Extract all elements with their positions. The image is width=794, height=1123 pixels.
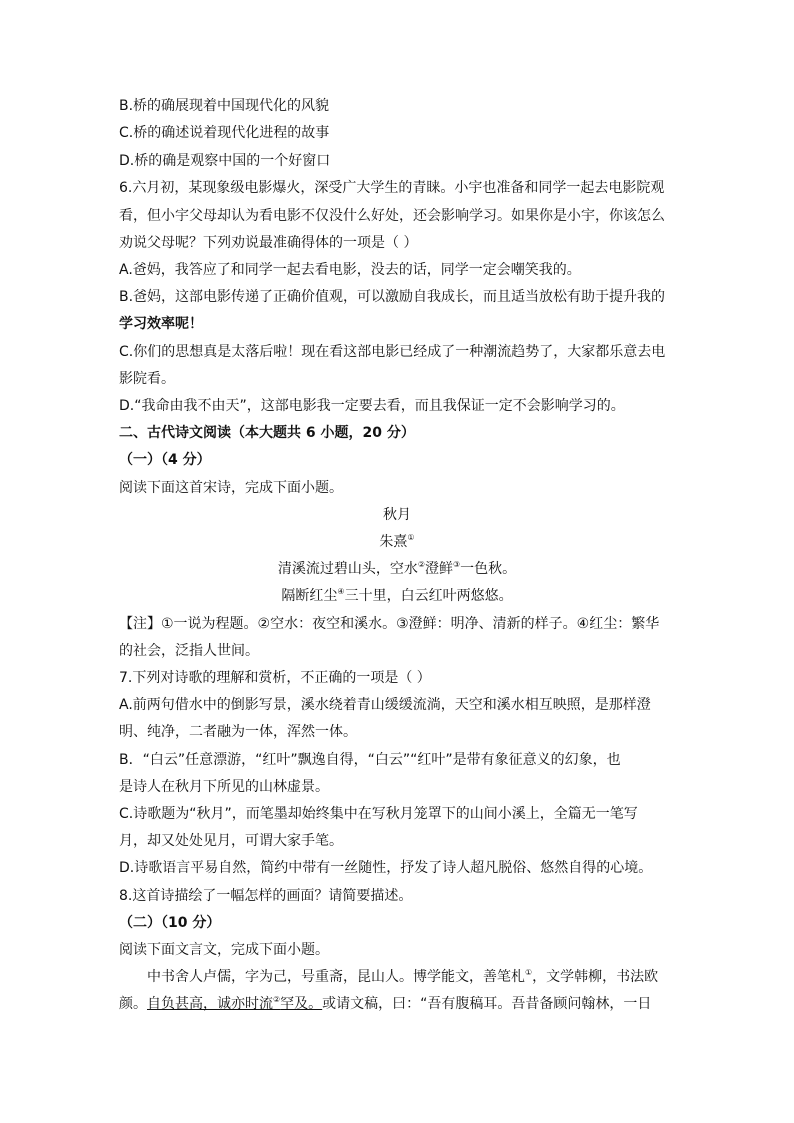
footnote-marker: ① (525, 968, 533, 977)
q6-option-c-line: C.你们的思想真是太落后啦！现在看这部电影已经成了一种潮流趋势了，大家都乐意去电 (119, 344, 666, 360)
q5-option-c: C.桥的确述说着现代化进程的故事 (119, 125, 330, 141)
q6-stem-line: 劝说父母呢？下列劝说最准确得体的一项是（ ） (119, 235, 418, 251)
poem-line-1: 清溪流过碧山头，空水②澄鲜③一色秋。 (277, 560, 517, 577)
underlined-sentence: 自负甚高，诚亦时流②罕及。 (147, 995, 323, 1012)
poem-author: 朱熹① (379, 533, 415, 550)
classical-text-line: 中书舍人卢儒，字为己，号重斋，昆山人。博学能文，善笔札①，文学韩柳，书法欧 (147, 968, 659, 985)
footnote-marker: ③ (453, 560, 461, 569)
q7-option-a-line: A.前两句借水中的倒影写景，溪水绕着青山缓缓流淌，天空和溪水相互映照，是那样澄 (119, 697, 651, 713)
part1-heading: （一）（4 分） (119, 452, 211, 468)
poem-notes-line: 【注】①一说为程题。②空水：夜空和溪水。③澄鲜：明净、清新的样子。④红尘：繁华 (119, 616, 660, 632)
q7-option-b-line: B．“白云”任意漂游，“红叶”飘逸自得，“白云”“红叶”是带有象征意义的幻象，也 (119, 752, 621, 768)
poem-line-2: 隔断红尘④三十里，白云红叶两悠悠。 (281, 587, 513, 604)
poem-notes-line: 的社会，泛指人世间。 (119, 643, 259, 659)
q7-option-c-line: C.诗歌题为“秋月”，而笔墨却始终集中在写秋月笼罩下的山间小溪上，全篇无一笔写 (119, 806, 638, 822)
q5-option-b: B.桥的确展现着中国现代化的风貌 (119, 98, 330, 114)
section-heading: 二、古代诗文阅读（本大题共 6 小题，20 分） (119, 425, 415, 441)
q7-option-d: D.诗歌语言平易自然，简约中带有一丝随性，抒发了诗人超凡脱俗、悠然自得的心境。 (119, 860, 653, 876)
poem-title: 秋月 (383, 507, 411, 523)
q8-stem: 8.这首诗描绘了一幅怎样的画面？请简要描述。 (119, 888, 413, 904)
part2-intro: 阅读下面文言文，完成下面小题。 (119, 942, 329, 958)
q6-option-b-line: B.爸妈，这部电影传递了正确价值观，可以激励自我成长，而且适当放松有助于提升我的 (119, 289, 666, 305)
part2-heading: （二）（10 分） (119, 915, 221, 931)
q6-stem-line: 看，但小宇父母却认为看电影不仅没什么好处，还会影响学习。如果你是小宇，你该怎么 (119, 208, 665, 224)
q7-option-a-line: 明、纯净，二者融为一体，浑然一体。 (119, 724, 357, 740)
q7-stem: 7.下列对诗歌的理解和赏析，不正确的一项是（ ） (119, 670, 431, 686)
q6-stem-line: 6.六月初，某现象级电影爆火，深受广大学生的青睐。小宇也准备和同学一起去电影院观 (119, 180, 665, 196)
footnote-marker: ① (407, 533, 415, 542)
q6-option-b-line: 学习效率呢！ (119, 316, 203, 332)
q7-option-c-line: 月，却又处处见月，可谓大家手笔。 (119, 833, 343, 849)
part1-intro: 阅读下面这首宋诗，完成下面小题。 (119, 480, 343, 496)
footnote-marker: ② (273, 995, 281, 1004)
q6-option-a: A.爸妈，我答应了和同学一起去看电影，没去的话，同学一定会嘲笑我的。 (119, 262, 581, 278)
q5-option-d: D.桥的确是观察中国的一个好窗口 (119, 153, 331, 169)
q6-option-c-line: 影院看。 (119, 371, 175, 387)
classical-text-line: 颜。自负甚高，诚亦时流②罕及。或请文稿，曰：“吾有腹稿耳。吾昔备顾问翰林，一日 (119, 995, 652, 1012)
footnote-marker: ④ (337, 587, 345, 596)
q6-option-d: D.“我命由我不由天”，这部电影我一定要去看，而且我保证一定不会影响学习的。 (119, 398, 625, 414)
footnote-marker: ② (417, 560, 425, 569)
q7-option-b-line: 是诗人在秋月下所见的山林虚景。 (119, 779, 329, 795)
